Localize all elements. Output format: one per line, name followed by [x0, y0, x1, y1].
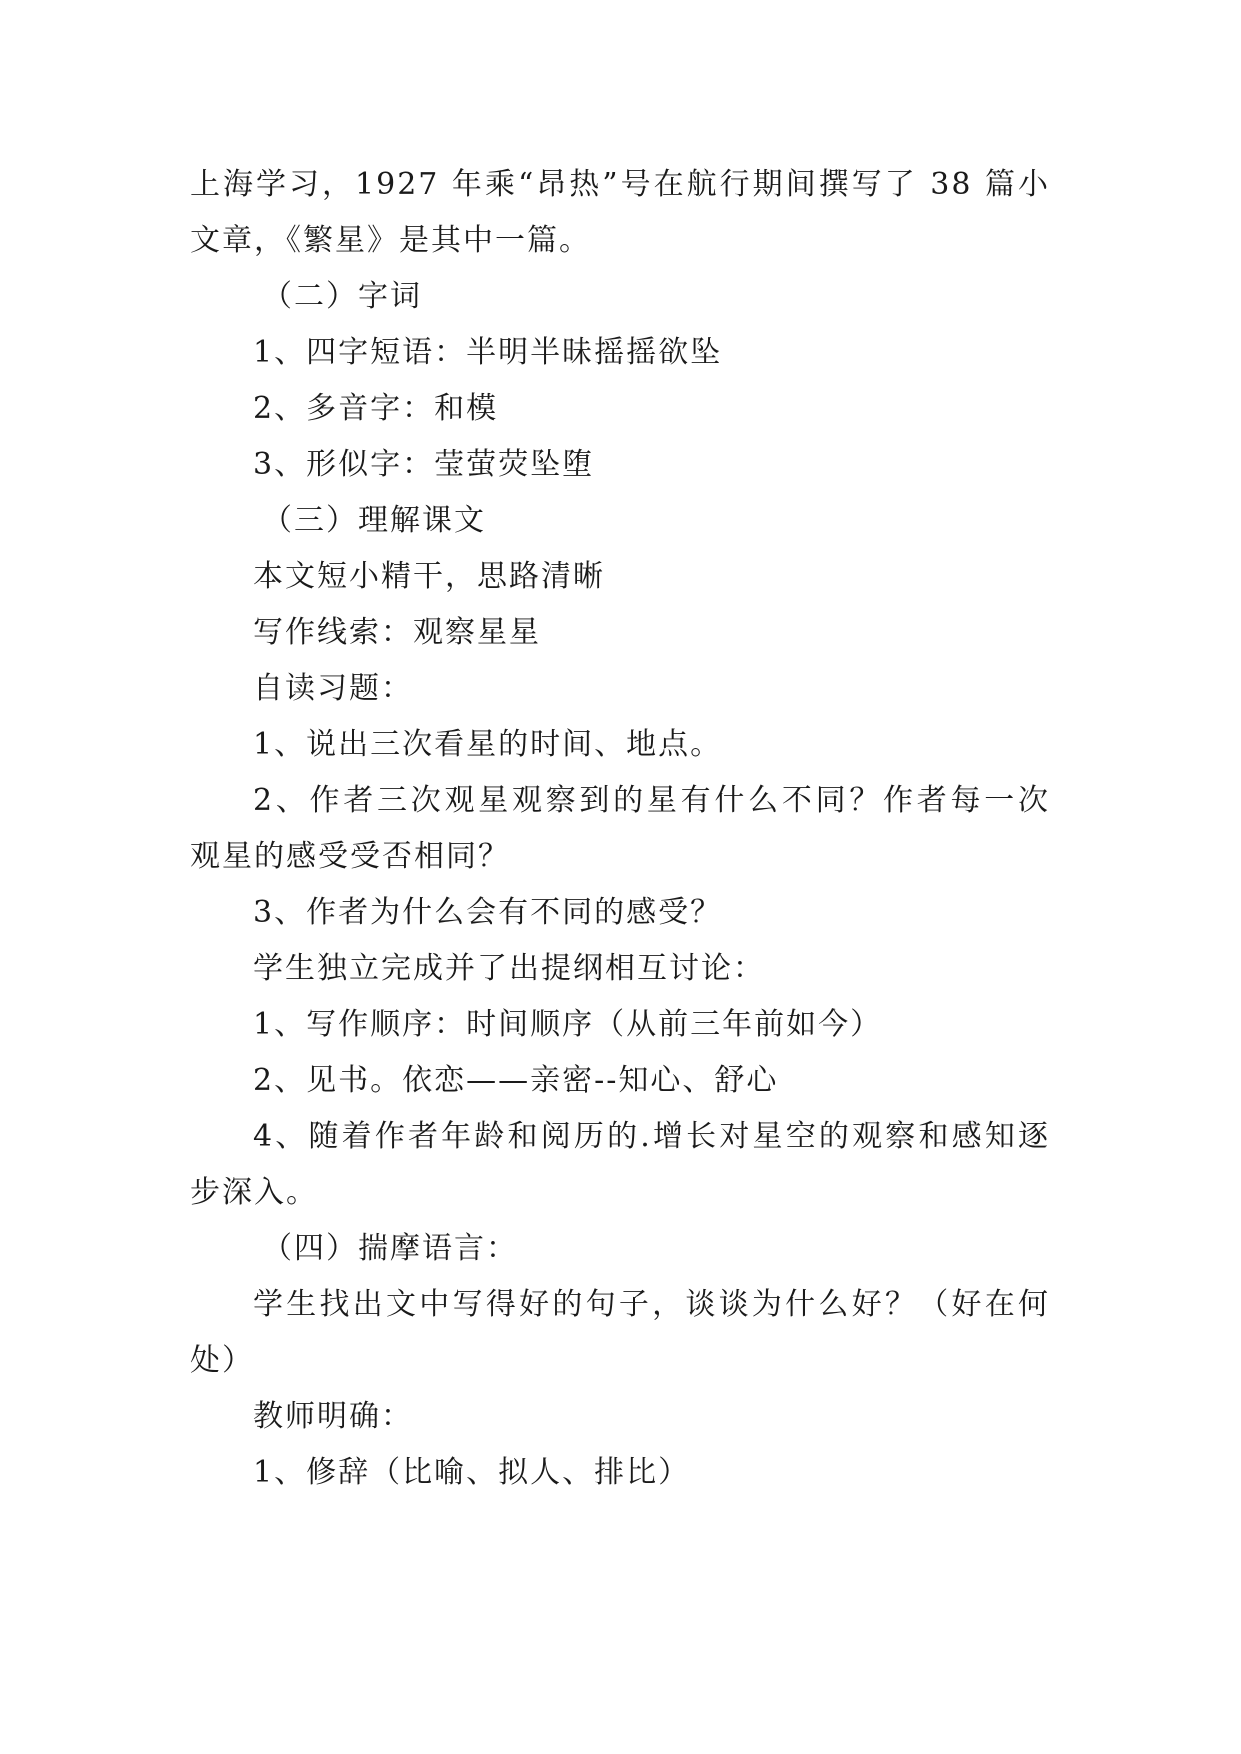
list-item: 3、作者为什么会有不同的感受？ — [253, 895, 723, 930]
list-item: 1、写作顺序：时间顺序（从前三年前如今） — [253, 1007, 883, 1042]
list-item: 1、说出三次看星的时间、地点。 — [253, 727, 723, 762]
list-item: 1、四字短语：半明半昧摇摇欲坠 — [253, 335, 723, 370]
paragraph-line: 学生找出文中写得好的句子，谈谈为什么好？（好在何 — [253, 1287, 1050, 1322]
list-item: 4、随着作者年龄和阅历的.增长对星空的观察和感知逐 — [253, 1119, 1050, 1154]
paragraph-line: 本文短小精干，思路清晰 — [253, 559, 605, 594]
section-heading: （二）字词 — [262, 279, 422, 314]
paragraph-line: 学生独立完成并了出提纲相互讨论： — [253, 951, 765, 986]
list-item: 2、见书。依恋——亲密--知心、舒心 — [253, 1063, 779, 1098]
list-item: 2、作者三次观星观察到的星有什么不同？作者每一次 — [253, 783, 1050, 818]
paragraph-line: 观星的感受受否相同？ — [190, 839, 510, 874]
paragraph-line: 步深入。 — [190, 1175, 318, 1210]
paragraph-line: 处） — [190, 1343, 254, 1378]
list-item: 1、修辞（比喻、拟人、排比） — [253, 1455, 691, 1490]
list-item: 2、多音字：和模 — [253, 391, 499, 426]
list-item: 3、形似字：莹萤荧坠堕 — [253, 447, 595, 482]
section-heading: （三）理解课文 — [262, 503, 486, 538]
paragraph-line: 自读习题： — [253, 671, 413, 706]
paragraph-line: 上海学习，1927 年乘“昂热”号在航行期间撰写了 38 篇小 — [190, 167, 1050, 202]
paragraph-line: 教师明确： — [253, 1399, 413, 1434]
section-heading: （四）揣摩语言： — [262, 1231, 518, 1266]
paragraph-line: 文章，《繁星》是其中一篇。 — [190, 223, 591, 258]
paragraph-line: 写作线索：观察星星 — [253, 615, 541, 650]
